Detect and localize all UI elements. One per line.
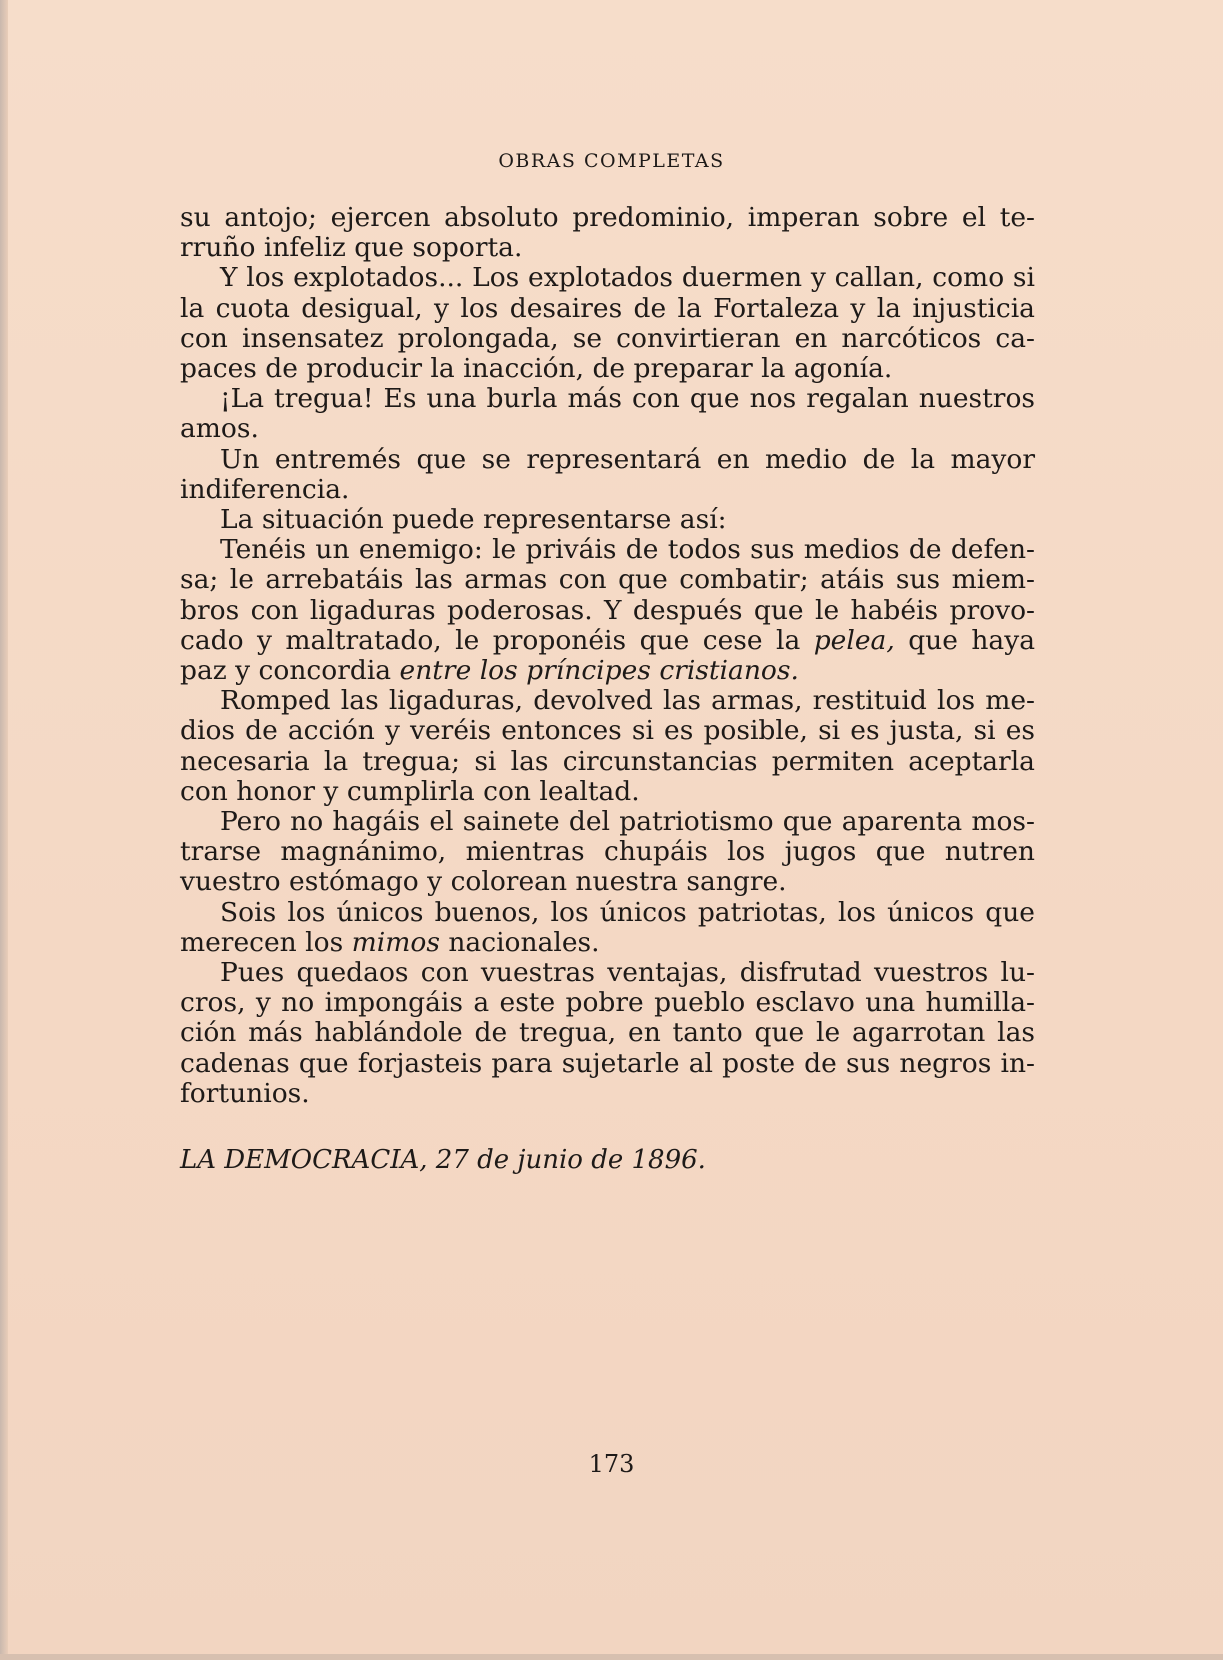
paragraph <box>180 384 1035 444</box>
paragraph <box>180 505 1035 535</box>
paragraph <box>180 535 1035 686</box>
text-run: Pero no hagáis el sainete del patriotismo que aparenta mostrarse magnánimo, mientras chupáis los jugos que nutren vuestro estómago y colorean nuestra sangre. <box>180 806 1035 898</box>
italic-text: entre los príncipes cristianos. <box>399 655 799 687</box>
running-head: OBRAS COMPLETAS <box>498 150 725 172</box>
paragraph <box>180 686 1035 807</box>
paragraph <box>180 263 1035 384</box>
page-left-edge <box>0 0 8 1660</box>
text-run: que haya paz y concordia <box>180 624 1035 687</box>
text-run: Romped las ligaduras, devolved las armas, restituid los medios de acción y veréis entonces si es posible, si es justa, si es necesaria la tregua; si las circunstancias permiten aceptarla con honor y cumplirla con lealtad. <box>180 685 1035 807</box>
text-run: Y los explotados... Los explotados duermen y callan, como si la cuota desigual, y los desaires de la Fortaleza y la injusticia con insensatez prolongada, se convirtieran en narcóticos capaces de producir la inacción, de preparar la agonía. <box>180 262 1035 385</box>
page-bottom-edge <box>0 1654 1223 1660</box>
paragraph <box>180 203 1035 263</box>
text-run: nacionales. <box>439 926 600 958</box>
paragraph <box>180 445 1035 505</box>
paragraph <box>180 898 1035 958</box>
text-run: Tenéis un enemigo: le priváis de todos sus medios de defensa; le arrebatáis las armas con que combatir; atáis sus miembros con ligaduras poderosas. Y después que le habéis provocado y maltratado, le proponéis que cese la <box>180 534 1035 656</box>
italic-text: mimos <box>351 926 440 958</box>
dateline: LA DEMOCRACIA, 27 de junio de 1896. <box>180 1145 706 1175</box>
paragraph <box>180 958 1035 1109</box>
text-run: Pues quedaos con vuestras ventajas, disfrutad vuestros lucros, y no impongáis a este pobre pueblo esclavo una humillación más hablándole de tregua, en tanto que le agarrotan las cadenas que forjasteis para sujetarle al poste de sus negros infortunios. <box>180 957 1035 1109</box>
text-run: ¡La tregua! Es una burla más con que nos regalan nuestros amos. <box>180 383 1035 445</box>
text-run: Sois los únicos buenos, los únicos patriotas, los únicos que merecen los <box>180 896 1035 958</box>
body-text <box>180 203 1035 1109</box>
paragraph <box>180 807 1035 898</box>
text-run: su antojo; ejercen absoluto predominio, imperan sobre el terruño infeliz que soporta. <box>180 202 1035 264</box>
text-run: La situación puede representarse así: <box>220 504 727 536</box>
page-number: 173 <box>588 1450 635 1478</box>
text-run: Un entremés que se representará en medio de la mayor indiferencia. <box>180 443 1035 505</box>
italic-text: pelea, <box>813 624 895 656</box>
